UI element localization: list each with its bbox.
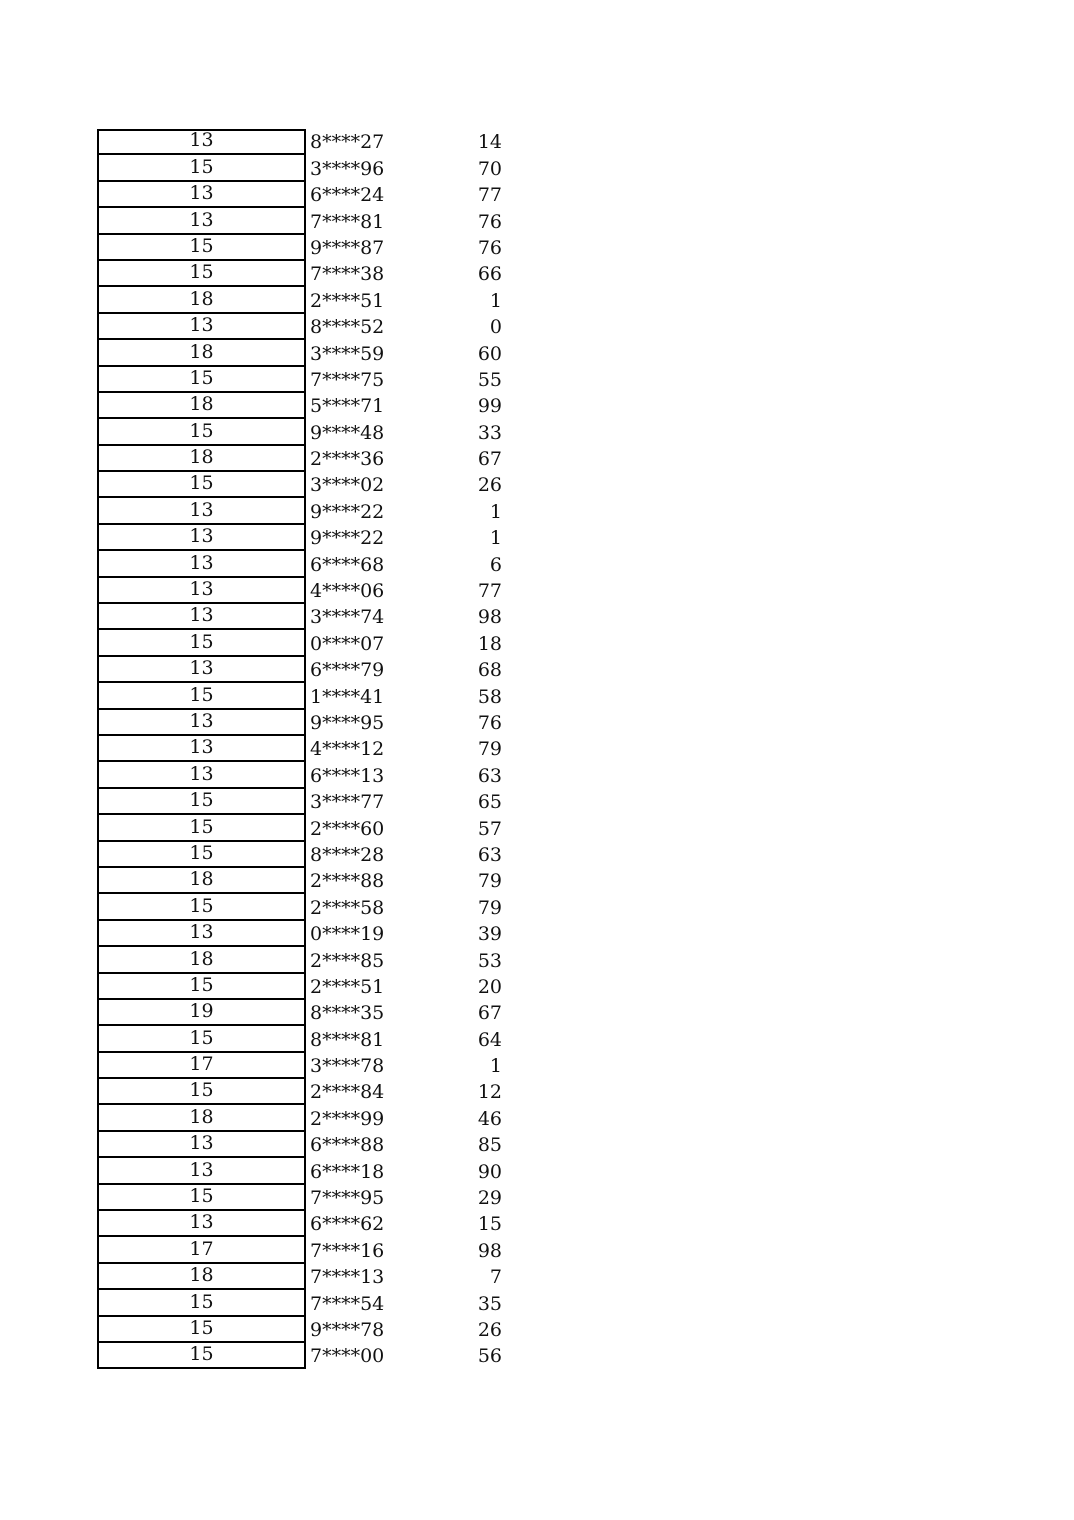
masked-number-cell[interactable]: 2****36 xyxy=(310,448,385,471)
value-cell[interactable]: 14 xyxy=(477,131,502,154)
table-row xyxy=(97,736,502,762)
masked-number-cell[interactable]: 7****16 xyxy=(310,1239,385,1262)
table-row xyxy=(97,868,502,894)
table-row xyxy=(97,1105,502,1131)
masked-number-cell[interactable]: 3****02 xyxy=(310,474,385,497)
masked-number-cell[interactable]: 7****38 xyxy=(310,263,385,286)
prefix-cell[interactable]: 13 xyxy=(97,762,306,788)
masked-number-cell[interactable]: 9****95 xyxy=(310,711,385,734)
masked-number-cell[interactable]: 6****68 xyxy=(310,553,385,576)
masked-number-cell[interactable]: 1****41 xyxy=(310,685,385,708)
value-cell[interactable]: 77 xyxy=(477,184,502,207)
masked-number-cell[interactable]: 7****95 xyxy=(310,1187,385,1210)
table-row xyxy=(97,1185,502,1211)
prefix-cell[interactable]: 13 xyxy=(97,736,306,762)
table-row xyxy=(97,498,502,524)
table-row xyxy=(97,947,502,973)
prefix-cell[interactable]: 17 xyxy=(97,1237,306,1263)
prefix-cell[interactable]: 18 xyxy=(97,947,306,973)
value-cell[interactable]: 46 xyxy=(477,1107,502,1130)
prefix-cell[interactable]: 15 xyxy=(97,155,306,181)
value-cell[interactable]: 57 xyxy=(477,817,502,840)
masked-number-cell[interactable]: 4****06 xyxy=(310,580,385,603)
spreadsheet-table xyxy=(97,129,502,1369)
table-row xyxy=(97,1000,502,1026)
table-row xyxy=(97,129,502,155)
masked-number-cell[interactable]: 8****28 xyxy=(310,843,385,866)
masked-number-cell[interactable]: 6****18 xyxy=(310,1160,385,1183)
masked-number-cell[interactable]: 3****59 xyxy=(310,342,385,365)
prefix-cell[interactable]: 13 xyxy=(97,604,306,630)
masked-number-cell[interactable]: 7****81 xyxy=(310,210,385,233)
value-cell[interactable]: 66 xyxy=(477,263,502,286)
prefix-cell[interactable]: 15 xyxy=(97,815,306,841)
value-cell[interactable]: 60 xyxy=(477,342,502,365)
masked-number-cell[interactable]: 6****24 xyxy=(310,184,385,207)
value-cell[interactable]: 35 xyxy=(477,1292,502,1315)
value-cell[interactable]: 1 xyxy=(489,500,502,523)
value-cell[interactable]: 18 xyxy=(477,632,502,655)
masked-number-cell[interactable]: 2****99 xyxy=(310,1107,385,1130)
value-cell[interactable]: 63 xyxy=(477,843,502,866)
table-row xyxy=(97,208,502,234)
table-row xyxy=(97,578,502,604)
table-row xyxy=(97,551,502,577)
value-cell[interactable]: 79 xyxy=(477,738,502,761)
value-cell[interactable]: 26 xyxy=(477,474,502,497)
value-cell[interactable]: 76 xyxy=(477,210,502,233)
masked-number-cell[interactable]: 0****19 xyxy=(310,923,385,946)
value-cell[interactable]: 70 xyxy=(477,157,502,180)
prefix-cell[interactable]: 15 xyxy=(97,842,306,868)
value-cell[interactable]: 6 xyxy=(489,553,502,576)
prefix-cell[interactable]: 18 xyxy=(97,1264,306,1290)
masked-number-cell[interactable]: 3****78 xyxy=(310,1055,385,1078)
prefix-cell[interactable]: 15 xyxy=(97,472,306,498)
table-row xyxy=(97,604,502,630)
masked-number-cell[interactable]: 7****13 xyxy=(310,1266,385,1289)
masked-number-cell[interactable]: 4****12 xyxy=(310,738,385,761)
masked-number-cell[interactable]: 2****84 xyxy=(310,1081,385,1104)
prefix-cell[interactable]: 18 xyxy=(97,340,306,366)
prefix-cell[interactable]: 15 xyxy=(97,974,306,1000)
table-row xyxy=(97,1053,502,1079)
table-row xyxy=(97,525,502,551)
prefix-cell[interactable]: 13 xyxy=(97,314,306,340)
value-cell[interactable]: 7 xyxy=(489,1266,502,1289)
value-cell[interactable]: 79 xyxy=(477,870,502,893)
value-cell[interactable]: 39 xyxy=(477,923,502,946)
table-row xyxy=(97,894,502,920)
value-cell[interactable]: 55 xyxy=(477,368,502,391)
masked-number-cell[interactable]: 0****07 xyxy=(310,632,385,655)
table-row xyxy=(97,710,502,736)
table-row xyxy=(97,657,502,683)
prefix-cell[interactable]: 15 xyxy=(97,1026,306,1052)
table-row xyxy=(97,1343,502,1369)
prefix-cell[interactable]: 13 xyxy=(97,1158,306,1184)
table-row xyxy=(97,235,502,261)
value-cell[interactable]: 1 xyxy=(489,289,502,312)
masked-number-cell[interactable]: 7****54 xyxy=(310,1292,385,1315)
prefix-cell[interactable]: 15 xyxy=(97,1290,306,1316)
table-row xyxy=(97,1211,502,1237)
value-cell[interactable]: 20 xyxy=(477,975,502,998)
masked-number-cell[interactable]: 9****78 xyxy=(310,1318,385,1341)
value-cell[interactable]: 63 xyxy=(477,764,502,787)
value-cell[interactable]: 53 xyxy=(477,949,502,972)
value-cell[interactable]: 12 xyxy=(477,1081,502,1104)
table-row xyxy=(97,261,502,287)
masked-number-cell[interactable]: 8****35 xyxy=(310,1002,385,1025)
prefix-cell[interactable]: 13 xyxy=(97,657,306,683)
prefix-cell[interactable]: 15 xyxy=(97,683,306,709)
value-cell[interactable]: 0 xyxy=(489,316,502,339)
prefix-cell[interactable]: 13 xyxy=(97,182,306,208)
value-cell[interactable]: 98 xyxy=(477,606,502,629)
masked-number-cell[interactable]: 6****79 xyxy=(310,659,385,682)
value-cell[interactable]: 15 xyxy=(477,1213,502,1236)
prefix-cell[interactable]: 13 xyxy=(97,525,306,551)
value-cell[interactable]: 85 xyxy=(477,1134,502,1157)
table-row xyxy=(97,393,502,419)
masked-number-cell[interactable]: 2****58 xyxy=(310,896,385,919)
table-row xyxy=(97,815,502,841)
table-row xyxy=(97,842,502,868)
masked-number-cell[interactable]: 2****51 xyxy=(310,289,385,312)
table-row xyxy=(97,419,502,445)
table-row xyxy=(97,921,502,947)
prefix-cell[interactable]: 15 xyxy=(97,261,306,287)
masked-number-cell[interactable]: 9****48 xyxy=(310,421,385,444)
table-row xyxy=(97,155,502,181)
masked-number-cell[interactable]: 3****77 xyxy=(310,791,385,814)
table-row xyxy=(97,1132,502,1158)
table-row xyxy=(97,1290,502,1316)
value-cell[interactable]: 26 xyxy=(477,1318,502,1341)
table-row xyxy=(97,1158,502,1184)
value-cell[interactable]: 76 xyxy=(477,236,502,259)
table-row xyxy=(97,446,502,472)
value-cell[interactable]: 68 xyxy=(477,659,502,682)
prefix-cell[interactable]: 15 xyxy=(97,419,306,445)
masked-number-cell[interactable]: 7****75 xyxy=(310,368,385,391)
table-row xyxy=(97,1317,502,1343)
prefix-cell[interactable]: 18 xyxy=(97,868,306,894)
value-cell[interactable]: 29 xyxy=(477,1187,502,1210)
table-row xyxy=(97,1079,502,1105)
prefix-cell[interactable]: 13 xyxy=(97,129,306,155)
prefix-cell[interactable]: 15 xyxy=(97,1079,306,1105)
masked-number-cell[interactable]: 6****13 xyxy=(310,764,385,787)
table-row xyxy=(97,630,502,656)
masked-number-cell[interactable]: 6****62 xyxy=(310,1213,385,1236)
masked-number-cell[interactable]: 8****81 xyxy=(310,1028,385,1051)
prefix-cell[interactable]: 18 xyxy=(97,1105,306,1131)
table-row xyxy=(97,974,502,1000)
table-row xyxy=(97,314,502,340)
masked-number-cell[interactable]: 2****51 xyxy=(310,975,385,998)
prefix-cell[interactable]: 13 xyxy=(97,578,306,604)
value-cell[interactable]: 67 xyxy=(477,448,502,471)
table-row xyxy=(97,1264,502,1290)
table-row xyxy=(97,762,502,788)
value-cell[interactable]: 1 xyxy=(489,527,502,550)
value-cell[interactable]: 64 xyxy=(477,1028,502,1051)
prefix-cell[interactable]: 18 xyxy=(97,393,306,419)
prefix-cell[interactable]: 18 xyxy=(97,287,306,313)
masked-number-cell[interactable]: 7****00 xyxy=(310,1345,385,1368)
value-cell[interactable]: 90 xyxy=(477,1160,502,1183)
prefix-cell[interactable]: 15 xyxy=(97,1185,306,1211)
prefix-cell[interactable]: 13 xyxy=(97,551,306,577)
prefix-cell[interactable]: 15 xyxy=(97,1317,306,1343)
prefix-cell[interactable]: 17 xyxy=(97,1053,306,1079)
masked-number-cell[interactable]: 2****88 xyxy=(310,870,385,893)
prefix-cell[interactable]: 15 xyxy=(97,367,306,393)
prefix-cell[interactable]: 19 xyxy=(97,1000,306,1026)
value-cell[interactable]: 76 xyxy=(477,711,502,734)
masked-number-cell[interactable]: 2****85 xyxy=(310,949,385,972)
masked-number-cell[interactable]: 9****87 xyxy=(310,236,385,259)
value-cell[interactable]: 67 xyxy=(477,1002,502,1025)
table-row xyxy=(97,287,502,313)
prefix-cell[interactable]: 13 xyxy=(97,1211,306,1237)
masked-number-cell[interactable]: 5****71 xyxy=(310,395,385,418)
prefix-cell[interactable]: 13 xyxy=(97,208,306,234)
prefix-cell[interactable]: 15 xyxy=(97,235,306,261)
value-cell[interactable]: 58 xyxy=(477,685,502,708)
prefix-cell[interactable]: 13 xyxy=(97,921,306,947)
table-row xyxy=(97,789,502,815)
prefix-cell[interactable]: 15 xyxy=(97,789,306,815)
table-row xyxy=(97,1237,502,1263)
prefix-cell[interactable]: 13 xyxy=(97,710,306,736)
table-row xyxy=(97,472,502,498)
masked-number-cell[interactable]: 8****27 xyxy=(310,131,385,154)
table-row xyxy=(97,182,502,208)
value-cell[interactable]: 1 xyxy=(489,1055,502,1078)
prefix-cell[interactable]: 18 xyxy=(97,446,306,472)
table-row xyxy=(97,683,502,709)
masked-number-cell[interactable]: 6****88 xyxy=(310,1134,385,1157)
value-cell[interactable]: 98 xyxy=(477,1239,502,1262)
prefix-cell[interactable]: 15 xyxy=(97,1343,306,1369)
prefix-cell[interactable]: 15 xyxy=(97,894,306,920)
masked-number-cell[interactable]: 9****22 xyxy=(310,500,385,523)
masked-number-cell[interactable]: 9****22 xyxy=(310,527,385,550)
masked-number-cell[interactable]: 3****74 xyxy=(310,606,385,629)
masked-number-cell[interactable]: 2****60 xyxy=(310,817,385,840)
value-cell[interactable]: 99 xyxy=(477,395,502,418)
masked-number-cell[interactable]: 8****52 xyxy=(310,316,385,339)
value-cell[interactable]: 56 xyxy=(477,1345,502,1368)
value-cell[interactable]: 77 xyxy=(477,580,502,603)
table-row xyxy=(97,1026,502,1052)
table-row xyxy=(97,367,502,393)
prefix-cell[interactable]: 13 xyxy=(97,498,306,524)
masked-number-cell[interactable]: 3****96 xyxy=(310,157,385,180)
value-cell[interactable]: 33 xyxy=(477,421,502,444)
table-row xyxy=(97,340,502,366)
prefix-cell[interactable]: 15 xyxy=(97,630,306,656)
value-cell[interactable]: 79 xyxy=(477,896,502,919)
value-cell[interactable]: 65 xyxy=(477,791,502,814)
prefix-cell[interactable]: 13 xyxy=(97,1132,306,1158)
